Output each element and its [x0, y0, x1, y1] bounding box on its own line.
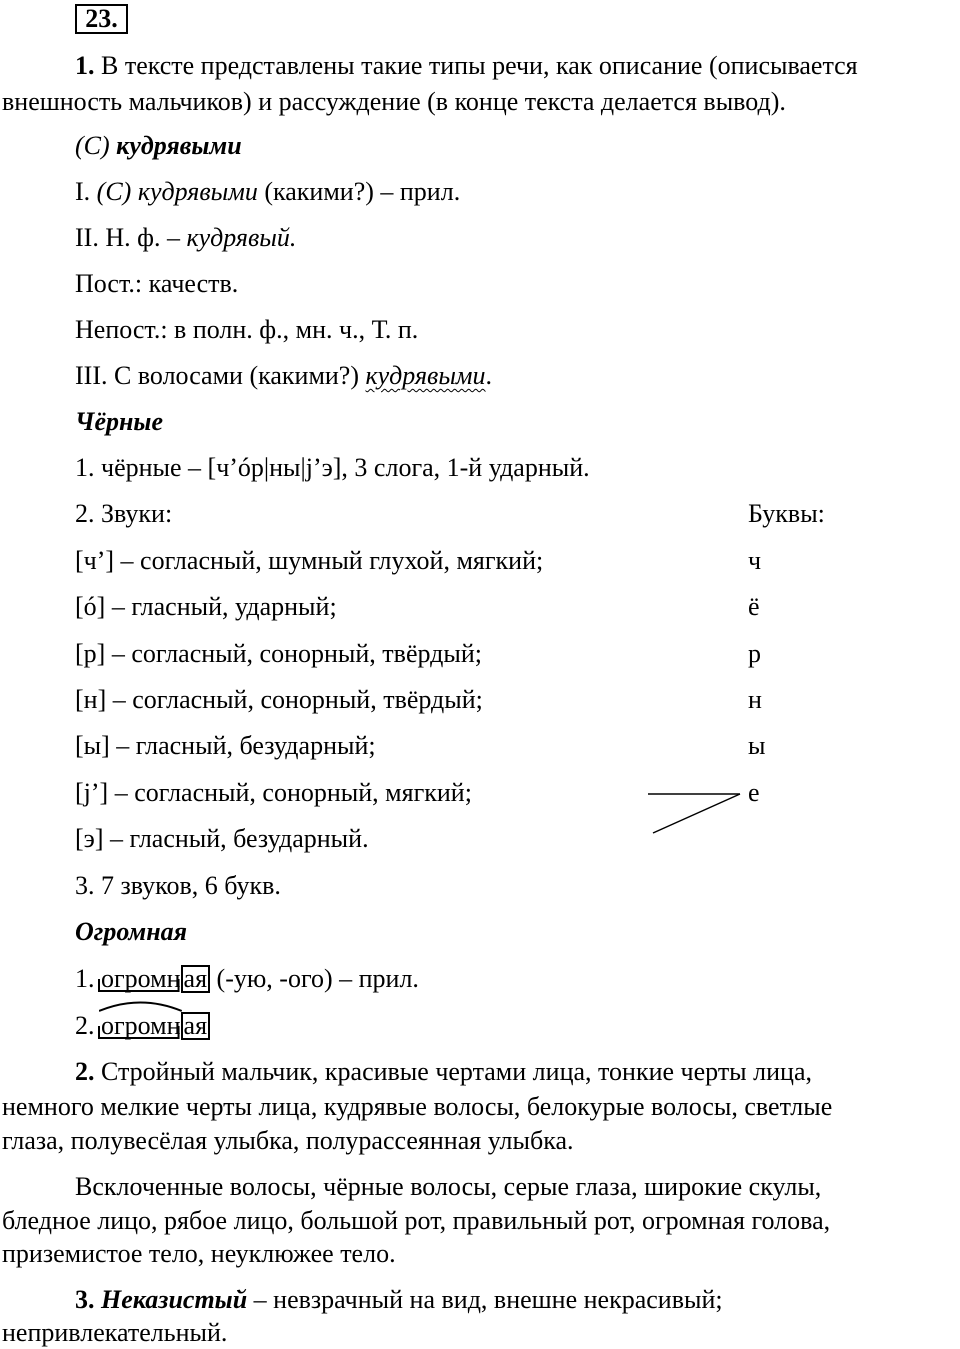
- phon-letter: е: [748, 778, 760, 807]
- letter-sound-link-lines: [640, 785, 750, 840]
- phon-sound-row: [ы] – гласный, безударный;: [75, 731, 376, 760]
- task2-number: 2.: [75, 1057, 95, 1086]
- phon-sound-row: [н] – согласный, сонорный, твёрдый;: [75, 685, 483, 714]
- adj-l5-word: кудрявыми: [365, 361, 486, 390]
- phon-letter: р: [748, 639, 761, 668]
- adj-heading-word: кудрявыми: [116, 131, 242, 160]
- adj-line-1: [75, 176, 460, 208]
- morph-l2-root: огромн: [101, 1011, 181, 1040]
- phon-letter: ё: [748, 592, 760, 621]
- task2-line-3: глаза, полувесёлая улыбка, полурассеянная улыбка.: [2, 1126, 574, 1155]
- morph-line-2: [75, 1010, 210, 1042]
- stem-bracket: [99, 979, 179, 993]
- morph-l1-rest: (-ую, -ого) – прил.: [216, 964, 419, 993]
- morph-l2-ending: ая: [181, 1012, 211, 1040]
- adj-line-2: [75, 222, 296, 254]
- adj-l5-dot: .: [485, 361, 493, 390]
- phon-sound-row: [j’] – согласный, сонорный, мягкий;: [75, 778, 472, 807]
- morph-l1-ending: ая: [181, 965, 211, 993]
- adj-heading: [75, 130, 242, 162]
- phon-sound-row: [ó] – гласный, ударный;: [75, 592, 337, 621]
- morph-heading: Огромная: [75, 917, 188, 946]
- morph-l2-num: 2.: [75, 1011, 95, 1040]
- adj-l2-a: II. Н. ф. –: [75, 223, 180, 252]
- task3-line-1: [75, 1284, 723, 1316]
- task2-text-1: Стройный мальчик, красивые чертами лица, тонкие черты лица,: [101, 1057, 812, 1086]
- morph-l1-num: 1.: [75, 964, 95, 993]
- phon-heading: Чёрные: [75, 407, 164, 436]
- adj-l5-a: III. С волосами (какими?): [75, 361, 360, 390]
- link-line-lower: [653, 794, 740, 833]
- task3-def-1: – невзрачный на вид, внешне некрасивый;: [253, 1285, 723, 1314]
- intro-line-2: внешность мальчиков) и рассуждение (в конце текста делается вывод).: [2, 87, 786, 116]
- task2-line-6: приземистое тело, неуклюжее тело.: [2, 1239, 396, 1268]
- task3-number: 3.: [75, 1285, 95, 1314]
- adj-line-3: Пост.: качеств.: [75, 269, 239, 298]
- phon-letter: н: [748, 685, 762, 714]
- phon-letter: ы: [748, 731, 766, 760]
- phon-sound-row: [ч’] – согласный, шумный глухой, мягкий;: [75, 546, 544, 575]
- phon-summary: 3. 7 звуков, 6 букв.: [75, 871, 281, 900]
- phon-transcription: 1. чёрные – [ч’óр|ны|j’э], 3 слога, 1-й ударный.: [75, 453, 590, 482]
- adj-l1-word: (С) кудрявыми: [96, 177, 258, 206]
- task2-line-2: немного мелкие черты лица, кудрявые волосы, белокурые волосы, светлые: [2, 1092, 833, 1121]
- intro-line-1: [75, 50, 858, 82]
- adj-l1-num: I.: [75, 177, 91, 206]
- adj-l2-b: кудрявый.: [186, 223, 297, 252]
- phon-sound-row: [р] – согласный, сонорный, твёрдый;: [75, 639, 482, 668]
- exercise-number: 23.: [75, 4, 128, 34]
- adj-heading-prefix: (С): [75, 131, 110, 160]
- adj-l1-rest: (какими?) – прил.: [264, 177, 461, 206]
- task2-line-1: [75, 1056, 812, 1088]
- intro-text-1: В тексте представлены такие типы речи, как описание (описывается: [101, 51, 858, 80]
- root-arc: [99, 1000, 182, 1012]
- morph-l1-stem-word: [101, 963, 181, 995]
- morph-l2-root-word: [101, 1010, 181, 1042]
- task3-word: Неказистый: [101, 1285, 248, 1314]
- morph-line-1: [75, 963, 419, 995]
- adj-line-5: [75, 360, 492, 392]
- task2-line-4: Всклоченные волосы, чёрные волосы, серые глаза, широкие скулы,: [75, 1172, 822, 1201]
- task2-line-5: бледное лицо, рябое лицо, большой рот, правильный рот, огромная голова,: [2, 1206, 831, 1235]
- phon-sounds-header: 2. Звуки:: [75, 499, 173, 528]
- adj-line-4: Непост.: в полн. ф., мн. ч., Т. п.: [75, 315, 419, 344]
- task3-line-2: непривлекательный.: [2, 1318, 228, 1347]
- task1-number: 1.: [75, 51, 95, 80]
- phon-letters-header: Буквы:: [748, 499, 825, 528]
- morph-l1-stem: огромн: [101, 964, 181, 993]
- phon-sound-row: [э] – гласный, безударный.: [75, 824, 369, 853]
- stem-bracket: [99, 1026, 179, 1040]
- phon-letter: ч: [748, 546, 762, 575]
